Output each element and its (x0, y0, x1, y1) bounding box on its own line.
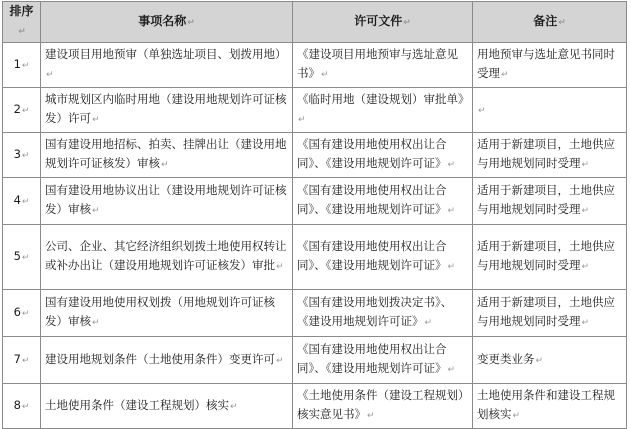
paragraph-mark: ↵ (21, 60, 30, 71)
paragraph-mark: ↵ (403, 17, 411, 28)
index-text: 6 (13, 304, 21, 319)
row-note (473, 290, 627, 337)
paragraph-mark: ↵ (92, 318, 100, 328)
row-doc (293, 178, 473, 225)
header-index-label: 排序 (9, 4, 34, 18)
name-text: 城市规划区内临时用地（建设用地规划许可证核发）许可 (45, 92, 287, 125)
table-row (3, 43, 627, 88)
index-text: 1 (13, 56, 21, 71)
paragraph-mark: ↵ (187, 17, 195, 28)
paragraph-mark: ↵ (21, 150, 30, 161)
table-row (3, 88, 627, 133)
paragraph-mark: ↵ (161, 160, 169, 170)
row-doc (293, 43, 473, 88)
row-index (3, 88, 41, 133)
table-row (3, 225, 627, 290)
paragraph-mark: ↵ (581, 206, 590, 216)
header-index (3, 2, 41, 43)
header-row (3, 2, 627, 43)
row-name (41, 384, 293, 429)
note-text: 土地使用条件和建设工程规划核实 (477, 388, 615, 421)
paragraph-mark: ↵ (321, 70, 329, 80)
index-text: 3 (13, 146, 21, 161)
row-doc (293, 290, 473, 337)
paragraph-mark: ↵ (535, 355, 544, 366)
row-note (473, 225, 627, 290)
note-text: 适用于新建项目，土地供应与用地规划同时受理 (477, 137, 615, 170)
doc-text: 《临时用地（建设规划）审批单》 (297, 92, 470, 106)
name-text: 建设用地规划条件（土地使用条件）变更许可 (45, 351, 275, 366)
row-index (3, 384, 41, 429)
doc-text: 《国有建设用地使用权出让合同》、《建设用地规划许可证》 (297, 183, 447, 216)
paragraph-mark: ↵ (581, 160, 590, 170)
header-note-label: 备注 (533, 13, 558, 28)
row-name (41, 133, 293, 178)
doc-text: 《土地使用条件（建设工程规划）核实意见书》 (297, 388, 464, 421)
paragraph-mark: ↵ (21, 105, 30, 116)
row-index (3, 337, 41, 384)
table-row (3, 133, 627, 178)
row-name (41, 337, 293, 384)
doc-text: 《国有建设用地划拨决定书》、《建设用地规划许可证》 (297, 295, 453, 328)
paragraph-mark: ↵ (501, 70, 509, 80)
doc-text: 《国有建设用地使用权出让合同》、《建设用地规划许可证》 (297, 342, 447, 375)
header-name-label: 事项名称 (138, 13, 187, 28)
document-table-wrapper (2, 1, 627, 429)
row-note (473, 178, 627, 225)
paragraph-mark: ↵ (447, 206, 456, 216)
name-text: 国有建设用地招标、拍卖、挂牌出让（建设用地规划许可证核发）审核 (45, 137, 287, 170)
row-doc (293, 88, 473, 133)
paragraph-mark: ↵ (447, 160, 456, 170)
paragraph-mark: ↵ (230, 401, 238, 412)
note-text: 适用于新建项目，土地供应与用地规划同时受理 (477, 183, 615, 216)
row-note (473, 337, 627, 384)
row-index (3, 43, 41, 88)
row-name (41, 290, 293, 337)
row-index (3, 290, 41, 337)
row-note (473, 384, 627, 429)
header-doc-label: 许可文件 (354, 13, 403, 28)
index-text: 5 (13, 248, 21, 263)
index-text: 7 (13, 351, 21, 366)
index-text: 4 (13, 192, 21, 207)
permit-items-table (2, 1, 627, 429)
row-name (41, 88, 293, 133)
row-name (41, 178, 293, 225)
name-text: 土地使用条件（建设工程规划）核实 (45, 397, 229, 412)
note-text: 变更类业务 (477, 351, 535, 366)
paragraph-mark: ↵ (512, 411, 521, 421)
paragraph-mark: ↵ (21, 196, 30, 207)
doc-text: 《国有建设用地使用权出让合同》、《建设用地规划许可证》 (297, 239, 447, 272)
note-text: 适用于新建项目，土地供应与用地规划同时受理 (477, 239, 615, 272)
row-doc (293, 133, 473, 178)
paragraph-mark: ↵ (21, 252, 30, 263)
paragraph-mark: ↵ (18, 27, 26, 37)
table-body (3, 43, 627, 429)
paragraph-mark: ↵ (478, 105, 486, 116)
note-text: 适用于新建项目，土地供应与用地规划同时受理 (477, 295, 615, 328)
row-note (473, 88, 627, 133)
paragraph-mark: ↵ (558, 17, 566, 28)
name-text: 建设项目用地预审（单独选址项目、划拨用地） (45, 47, 287, 61)
row-note (473, 133, 627, 178)
table-row (3, 178, 627, 225)
paragraph-mark: ↵ (21, 355, 30, 366)
note-text: 用地预审与选址意见书同时受理 (477, 47, 615, 80)
paragraph-mark: ↵ (92, 206, 100, 216)
row-index (3, 225, 41, 290)
doc-text: 《建设项目用地预审与选址意见书》 (297, 47, 458, 80)
paragraph-mark: ↵ (447, 262, 456, 272)
row-name (41, 43, 293, 88)
paragraph-mark: ↵ (46, 70, 54, 80)
row-index (3, 178, 41, 225)
paragraph-mark: ↵ (298, 115, 306, 125)
doc-text: 《国有建设用地使用权出让合同》、《建设用地规划许可证》 (297, 137, 447, 170)
paragraph-mark: ↵ (276, 262, 284, 272)
row-doc (293, 337, 473, 384)
table-row (3, 384, 627, 429)
header-name (41, 2, 293, 43)
paragraph-mark: ↵ (92, 115, 100, 125)
row-index (3, 133, 41, 178)
paragraph-mark: ↵ (276, 355, 284, 366)
row-doc (293, 384, 473, 429)
row-doc (293, 225, 473, 290)
paragraph-mark: ↵ (447, 365, 456, 375)
header-doc (293, 2, 473, 43)
paragraph-mark: ↵ (21, 401, 30, 412)
row-note (473, 43, 627, 88)
table-row (3, 337, 627, 384)
name-text: 国有建设用地使用权划拨（用地规划许可证核发）审核 (45, 295, 275, 328)
table-row (3, 290, 627, 337)
row-name (41, 225, 293, 290)
paragraph-mark: ↵ (424, 318, 433, 328)
paragraph-mark: ↵ (581, 318, 590, 328)
name-text: 公司、企业、其它经济组织划拨土地使用权转让或补办出让（建设用地规划许可证核发）审批 (45, 239, 287, 272)
paragraph-mark: ↵ (581, 262, 590, 272)
index-text: 8 (13, 397, 21, 412)
header-note (473, 2, 627, 43)
table-header (3, 2, 627, 43)
index-text: 2 (13, 101, 21, 116)
name-text: 国有建设用地协议出让（建设用地规划许可证核发）审核 (45, 183, 287, 216)
paragraph-mark: ↵ (367, 411, 375, 421)
paragraph-mark: ↵ (21, 308, 30, 319)
